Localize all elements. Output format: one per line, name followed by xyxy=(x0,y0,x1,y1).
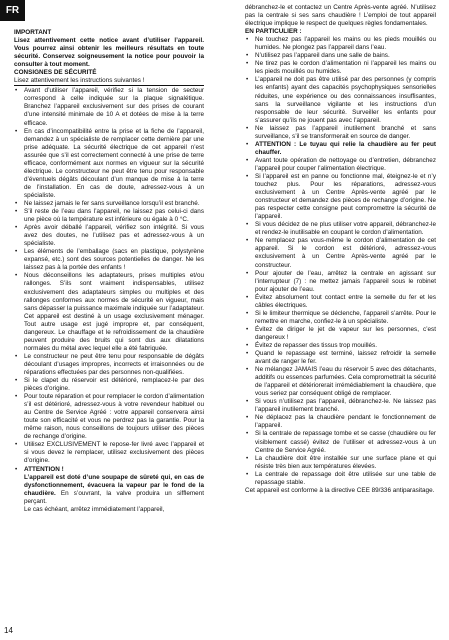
attention-item xyxy=(14,466,204,514)
attention-label: ATTENTION ! xyxy=(24,465,64,473)
particular-list-item: • Évitez de repasser des tissus trop mouillés. xyxy=(245,342,436,350)
particular-list-item: • Évitez de diriger le jet de vapeur sur les personnes, c’est dangereux ! xyxy=(245,326,436,342)
attention2-text: : Le tuyau qui relie la chaudière au fer peut chauffer. xyxy=(255,140,436,156)
safety-list-item: • Ne laissez jamais le fer sans surveillance lorsqu’il est branché. xyxy=(14,200,204,208)
particular-list-item: • Ne mélangez JAMAIS l’eau du réservoir 5 avec des détachants, additifs ou essences parfumées. Cela compromettrait la sécurité de l’appareil et détériorerait irrémédiablement la chaudière, que vous seriez par conséquent obligé de remplacer. xyxy=(245,366,436,398)
attention2-item xyxy=(245,141,436,157)
particular-list-item: • La centrale de repassage doit être utilisée sur une table de repassage stable. xyxy=(245,471,436,487)
safety-list-item: • Avant d’utiliser l’appareil, vérifiez si la tension de secteur correspond à celle indiquée sur la plaque signalétique. Branchez l’appareil exclusivement sur des prises de courant d’une intensité minimale de 10 A et dotées de mise à la terre efficace. xyxy=(14,87,204,127)
safety-list-item: • S’il reste de l’eau dans l’appareil, ne laissez pas celui-ci dans une pièce où la température est inférieure ou égale à 0 °C. xyxy=(14,208,204,224)
right-lead-text: débranchez-le et contactez un Centre Après-vente agréé. N’utilisez pas la centrale si ses sans chaudière ! L’emploi de tout appareil électrique implique le respect de quelques règles fondamentales. xyxy=(245,4,436,28)
particular-list-item: • Si l’appareil est en panne ou fonctionne mal, éteignez-le et n’y touchez plus. Pour les réparations, adressez-vous exclusivement à un Centre Après-vente agréé par le constructeur et demandez des pièces de rechange d’origine. Ne pas respecter cette consigne peut compromettre la sécurité de l’appareil. xyxy=(245,173,436,221)
particular-list-item: • N’utilisez pas l’appareil dans une salle de bains. xyxy=(245,52,436,60)
safety-list-item: • En cas d’incompatibilité entre la prise et la fiche de l’appareil, demandez à un spécialiste de remplacer cette dernière par une prise adéquate. La sécurité électrique de cet appareil n’est assurée que s’il est correctement connecté à une prise de terre efficace, conformément aux normes en vigueur sur la sécurité électrique. Le constructeur ne peut être tenu pour responsable d’éventuels dégâts découlant d’un manque de mise à la terre de l’installation. En cas de doute, adressez-vous à un spécialiste. xyxy=(14,128,204,200)
particular-list-item: • Pour ajouter de l’eau, arrêtez la centrale en agissant sur l’interrupteur (7) : ne mettez jamais l’appareil sous le robinet pour ajouter de l’eau. xyxy=(245,270,436,294)
attention-list xyxy=(14,466,204,514)
attention-text: En s’ouvrant, la valve produira un sifflement perçant. xyxy=(24,489,204,505)
safety-list-item: • Utilisez EXCLUSIVEMENT le repose-fer livré avec l’appareil et si vous devez le remplacer, utilisez exclusivement des pièces d’origine. xyxy=(14,441,204,465)
particular-list-item: • Si la centrale de repassage tombe et se casse (chaudière ou fer visiblement cassé) évitez de l’utiliser et adressez-vous à un Centre de Service Agréé. xyxy=(245,430,436,454)
important-text: Lisez attentivement cette notice avant d’utiliser l’appareil. Vous pourrez ainsi obtenir les meilleurs résultats en toute sécurité. Conservez soigneusement la notice pour pouvoir la consulter à tout moment. xyxy=(14,37,204,69)
particular-list-item: • Ne touchez pas l’appareil les mains ou les pieds mouillés ou humides. Ne plongez pas l’appareil dans l’eau. xyxy=(245,36,436,52)
language-badge: FR xyxy=(0,0,25,21)
particular-list-item: • Si vous n’utilisez pas l’appareil, débranchez-le. Ne laissez pas l’appareil inutilement branché. xyxy=(245,398,436,414)
attention-bold-text: L’appareil est doté d’une soupape de sûreté qui, en cas de dysfonctionnement, évacuera la vapeur par le fond de la chaudière. xyxy=(24,473,204,497)
right-bullet-list-a xyxy=(245,36,436,141)
particular-list-item: • Quand le repassage est terminé, laissez refroidir la semelle avant de ranger le fer. xyxy=(245,350,436,366)
right-column xyxy=(245,4,436,495)
safety-list-item: • Le constructeur ne peut être tenu pour responsable de dégâts découlant d’usages impropres, incorrects et irraisonnées ou de réparations effectuées par des personnes non-qualifiées. xyxy=(14,353,204,377)
safety-list-item: • Si le clapet du réservoir est détérioré, remplacez-le par des pièces d’origine. xyxy=(14,377,204,393)
safety-list-item: • Les éléments de l’emballage (sacs en plastique, polystyrène expansé, etc.) sont des sources potentielles de danger. Ne les laissez pas à la portée des enfants ! xyxy=(14,248,204,272)
important-title: IMPORTANT xyxy=(14,29,52,36)
particular-list-item: • Évitez absolument tout contact entre la semelle du fer et les câbles électriques. xyxy=(245,294,436,310)
safety-list-item: • Pour toute réparation et pour remplacer le cordon d’alimentation s’il est détérioré, adressez-vous à votre revendeur habituel ou au Centre de Service Agréé : votre appareil conservera ainsi toute son efficacité et vous ne perdrez pas la garantie. Pour la même raison, nous conseillons de toujours utiliser des pièces de rechange d’origine. xyxy=(14,393,204,441)
attention-tail: Le cas échéant, arrêtez immédiatement l’appareil, xyxy=(24,505,165,513)
safety-list-item: • Après avoir déballé l’appareil, vérifiez son intégrité. Si vous avez des doutes, ne l’utilisez pas et adressez-vous à un spécialiste. xyxy=(14,224,204,248)
footer-text: Cet appareil est conforme à la directive CEE 89/336 antiparasitage. xyxy=(245,486,435,494)
particular-list-item: • Ne laissez pas l’appareil inutilement branché et sans surveillance, s’il se transformerait en source de danger. xyxy=(245,125,436,141)
safety-list-item: • Nous déconseillons les adaptateurs, prises multiples et/ou rallonges. S’ils sont vraiment indispensables, utilisez exclusivement des adaptateurs simples ou multiples et des rallonges conformes aux normes de sécurité en vigueur, mais sans dépasser la puissance maximale indiquée sur l’adaptateur. Cet appareil est destiné à un usage exclusivement ménager. Tout autre usage est jugé impropre et, par conséquent, dangereux. Le chauffage et le refroidissement de la chaudière peuvent produire des bruits qui sont dus aux dilatations normales du métal avec lequel elle a été fabriquée. xyxy=(14,272,204,352)
particular-list-item: • Si le limiteur thermique se déclenche, l’appareil s’arrête. Pour le remettre en marche, confiez-le à un spécialiste. xyxy=(245,310,436,326)
left-bullet-list xyxy=(14,87,204,465)
particular-list-item: • Ne tirez pas le cordon d’alimentation ni l’appareil les mains ou les pieds mouillés ou humides. xyxy=(245,60,436,76)
safety-title: CONSIGNES DE SÉCURITÉ xyxy=(14,69,97,77)
particular-list-item: • Si vous décidez de ne plus utiliser votre appareil, débranchez-le et rendez-le inutilisable en coupant le cordon d’alimentation. xyxy=(245,221,436,237)
particular-list-item: • L’appareil ne doit pas être utilisé par des personnes (y compris les enfants) ayant des capacités psychophysiques sensorielles réduites, une expérience ou des connaissances insuffisantes, sans la surveillance vigilante et les instructions d’un responsable de leur sécurité. Surveiller les enfants pour s’assurer qu’ils ne jouent pas avec l’appareil. xyxy=(245,76,436,124)
particular-list-item: • Avant toute opération de nettoyage ou d’entretien, débranchez l’appareil pour couper l’alimentation électrique. xyxy=(245,157,436,173)
particular-list-item: • Ne remplacez pas vous-même le cordon d’alimentation de cet appareil. Si le cordon est détérioré, adressez-vous exclusivement à un Centre Après-vente agréé par le constructeur. xyxy=(245,237,436,269)
particular-title: EN PARTICULIER : xyxy=(245,28,302,36)
left-column xyxy=(14,29,204,514)
particular-list-item: • La chaudière doit être installée sur une surface plane et qui résiste très bien aux températures élevées. xyxy=(245,455,436,471)
page-number: 14 xyxy=(4,626,13,635)
safety-intro: Lisez attentivement les instructions suivantes ! xyxy=(14,77,204,86)
attention2-list xyxy=(245,141,436,157)
attention2-label: ATTENTION xyxy=(255,140,291,148)
right-bullet-list-b xyxy=(245,157,436,487)
particular-list-item: • Ne déplacez pas la chaudière pendant le fonctionnement de l’appareil. xyxy=(245,414,436,430)
